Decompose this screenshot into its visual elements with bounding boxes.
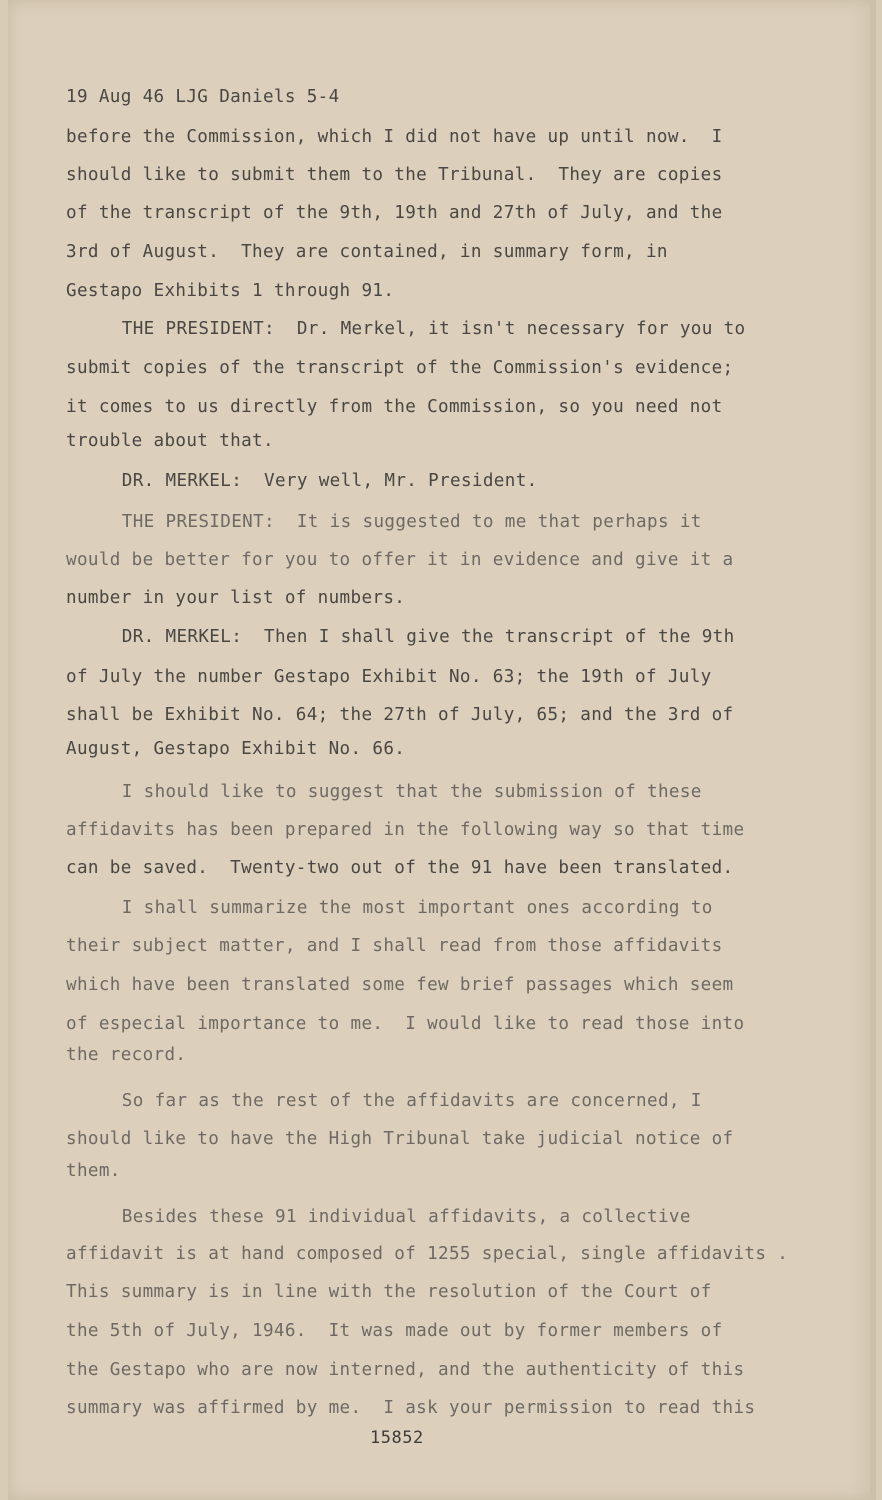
text-line: THE PRESIDENT: Dr. Merkel, it isn't necessary for you to	[78, 319, 746, 339]
text-line: affidavits has been prepared in the following way so that time	[66, 820, 745, 840]
text-line: should like to submit them to the Tribunal. They are copies	[66, 165, 723, 185]
text-line: trouble about that.	[66, 431, 274, 451]
text-line: I shall summarize the most important ones according to	[78, 898, 713, 918]
text-line: the 5th of July, 1946. It was made out by former members of	[66, 1321, 723, 1341]
document-page	[8, 0, 876, 1500]
text-line: the record.	[66, 1045, 187, 1065]
text-line: it comes to us directly from the Commission, so you need not	[66, 397, 723, 417]
text-line: summary was affirmed by me. I ask your permission to read this	[66, 1398, 756, 1418]
text-line: of especial importance to me. I would like to read those into	[66, 1014, 745, 1034]
text-line: their subject matter, and I shall read from those affidavits	[66, 936, 723, 956]
page-edge	[870, 0, 876, 1500]
text-line: I should like to suggest that the submission of these	[78, 782, 702, 802]
text-line: would be better for you to offer it in evidence and give it a	[66, 550, 734, 570]
text-line: So far as the rest of the affidavits are concerned, I	[78, 1091, 702, 1111]
text-line: DR. MERKEL: Then I shall give the transcript of the 9th	[78, 627, 735, 647]
text-line: the Gestapo who are now interned, and the authenticity of this	[66, 1360, 745, 1380]
text-line: affidavit is at hand composed of 1255 special, single affidavits .	[66, 1244, 789, 1264]
text-line: Gestapo Exhibits 1 through 91.	[66, 281, 395, 301]
text-line: 3rd of August. They are contained, in summary form, in	[66, 242, 668, 262]
text-line: shall be Exhibit No. 64; the 27th of July, 65; and the 3rd of	[66, 705, 734, 725]
text-line: can be saved. Twenty-two out of the 91 have been translated.	[66, 858, 734, 878]
text-line: number in your list of numbers.	[66, 588, 406, 608]
text-line: DR. MERKEL: Very well, Mr. President.	[78, 471, 538, 491]
page-number: 15852	[370, 1428, 424, 1448]
text-line: submit copies of the transcript of the Commission's evidence;	[66, 358, 734, 378]
text-line: Besides these 91 individual affidavits, a collective	[78, 1207, 691, 1227]
text-line: THE PRESIDENT: It is suggested to me that perhaps it	[78, 512, 702, 532]
page-header: 19 Aug 46 LJG Daniels 5-4	[66, 87, 340, 107]
text-line: August, Gestapo Exhibit No. 66.	[66, 739, 406, 759]
text-line: This summary is in line with the resolution of the Court of	[66, 1282, 712, 1302]
text-line: of July the number Gestapo Exhibit No. 63; the 19th of July	[66, 667, 712, 687]
text-line: which have been translated some few brief passages which seem	[66, 975, 734, 995]
text-line: them.	[66, 1161, 121, 1181]
text-line: should like to have the High Tribunal take judicial notice of	[66, 1129, 734, 1149]
text-line: before the Commission, which I did not have up until now. I	[66, 127, 723, 147]
text-line: of the transcript of the 9th, 19th and 27th of July, and the	[66, 203, 723, 223]
